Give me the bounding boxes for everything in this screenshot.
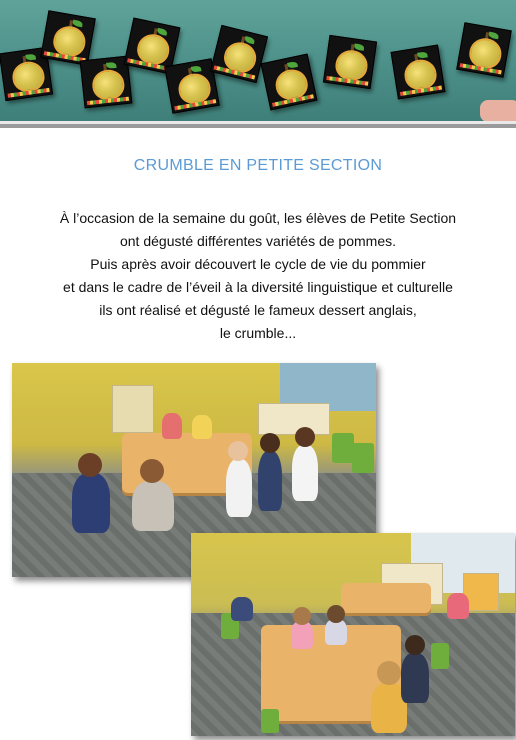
body-line: Puis après avoir découvert le cycle de vie du pommier bbox=[90, 256, 426, 272]
body-line: le crumble... bbox=[219, 325, 297, 341]
article-body bbox=[0, 207, 516, 345]
apple-artwork bbox=[391, 45, 446, 100]
body-line: À l’occasion de la semaine du goût, les élèves de Petite Section bbox=[59, 210, 457, 226]
body-line: ont dégusté différentes variétés de pommes. bbox=[119, 233, 396, 249]
apple-artwork bbox=[210, 25, 268, 83]
body-line: ils ont réalisé et dégusté le fameux dessert anglais, bbox=[99, 302, 417, 318]
body-line: et dans le cadre de l’éveil à la diversité linguistique et culturelle bbox=[63, 279, 453, 295]
apple-artwork bbox=[40, 10, 96, 66]
header-banner-photo bbox=[0, 0, 516, 121]
apple-artwork bbox=[261, 54, 318, 111]
article-title: CRUMBLE EN PETITE SECTION bbox=[133, 157, 383, 174]
classroom-photo-2 bbox=[191, 533, 515, 736]
apple-artwork bbox=[323, 35, 377, 89]
banner-divider bbox=[0, 124, 516, 128]
object-corner bbox=[480, 100, 516, 121]
apple-artwork bbox=[456, 22, 512, 78]
